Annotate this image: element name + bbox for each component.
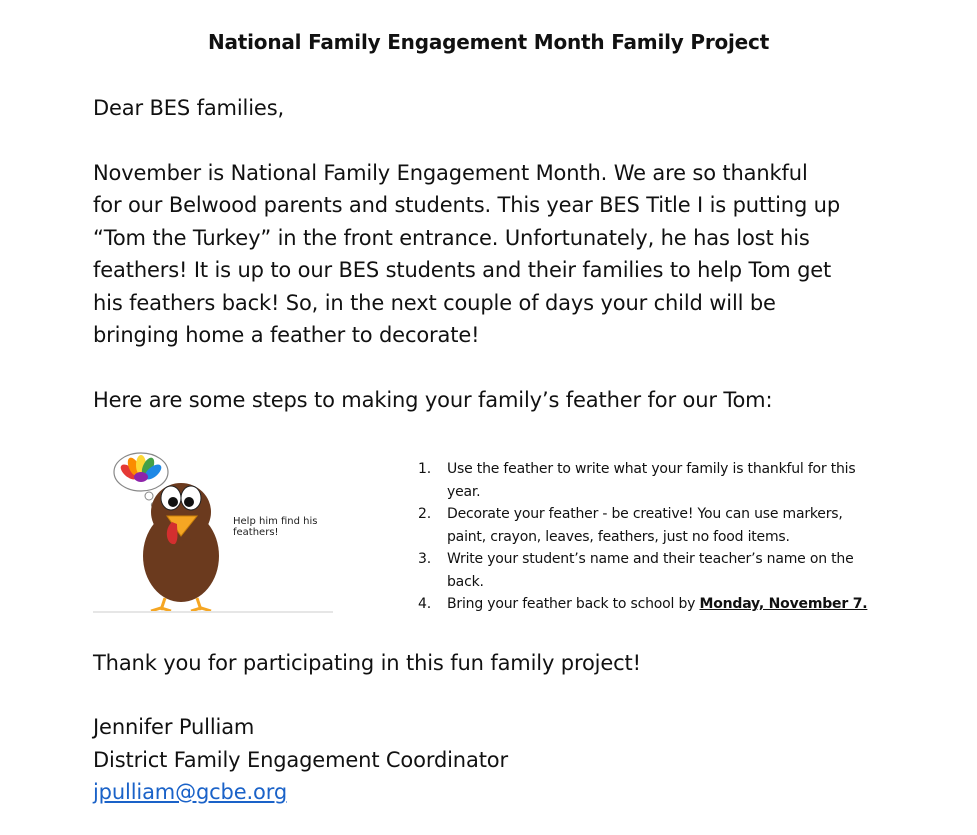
steps-list: [418, 458, 908, 616]
steps-intro: Here are some steps to making your family’s feather for our Tom:: [93, 388, 773, 412]
greeting: Dear BES families,: [93, 96, 285, 120]
list-item: [418, 503, 908, 548]
list-item: [418, 593, 908, 616]
intro-line: “Tom the Turkey” in the front entrance. Unfortunately, he has lost his: [93, 225, 810, 250]
step-text: [447, 593, 908, 616]
deadline-text: Monday, November 7.: [699, 596, 868, 612]
intro-paragraph: [93, 157, 893, 351]
step-text: Use the feather to write what your family is thankful for this: [447, 461, 856, 477]
step-lead-text: Bring your feather back to school by: [447, 596, 700, 612]
email-link[interactable]: jpulliam@gcbe.org: [93, 780, 287, 804]
step-number: 2.: [418, 506, 431, 522]
step-text: year.: [447, 483, 481, 500]
intro-line: feathers! It is up to our BES students and their families to help Tom get: [93, 258, 832, 283]
thank-you-text: Thank you for participating in this fun family project!: [93, 651, 641, 675]
document-title: National Family Engagement Month Family Project: [207, 30, 770, 54]
intro-line: November is National Family Engagement Month. We are so thankful: [93, 161, 808, 185]
intro-line: for our Belwood parents and students. This year BES Title I is putting up: [93, 193, 840, 218]
signature-name: Jennifer Pulliam: [93, 715, 255, 739]
step-number: 1.: [418, 461, 431, 477]
step-number: 3.: [418, 551, 431, 567]
list-item: [418, 548, 908, 593]
step-number: 4.: [418, 596, 431, 612]
list-item: [418, 458, 908, 503]
intro-line: bringing home a feather to decorate!: [93, 323, 480, 348]
signature-email: [93, 776, 893, 808]
signature-title: District Family Engagement Coordinator: [93, 748, 508, 772]
step-text: Write your student’s name and their teacher’s name on the: [447, 551, 854, 567]
turkey-body-icon: [143, 483, 219, 611]
turkey-caption: Help him find his feathers!: [233, 516, 318, 538]
step-text: back.: [447, 573, 484, 590]
step-text: paint, crayon, leaves, feathers, just no food items.: [447, 528, 790, 545]
step-text: Decorate your feather - be creative! You can use markers,: [447, 506, 843, 522]
intro-line: his feathers back! So, in the next couple of days your child will be: [93, 290, 776, 315]
